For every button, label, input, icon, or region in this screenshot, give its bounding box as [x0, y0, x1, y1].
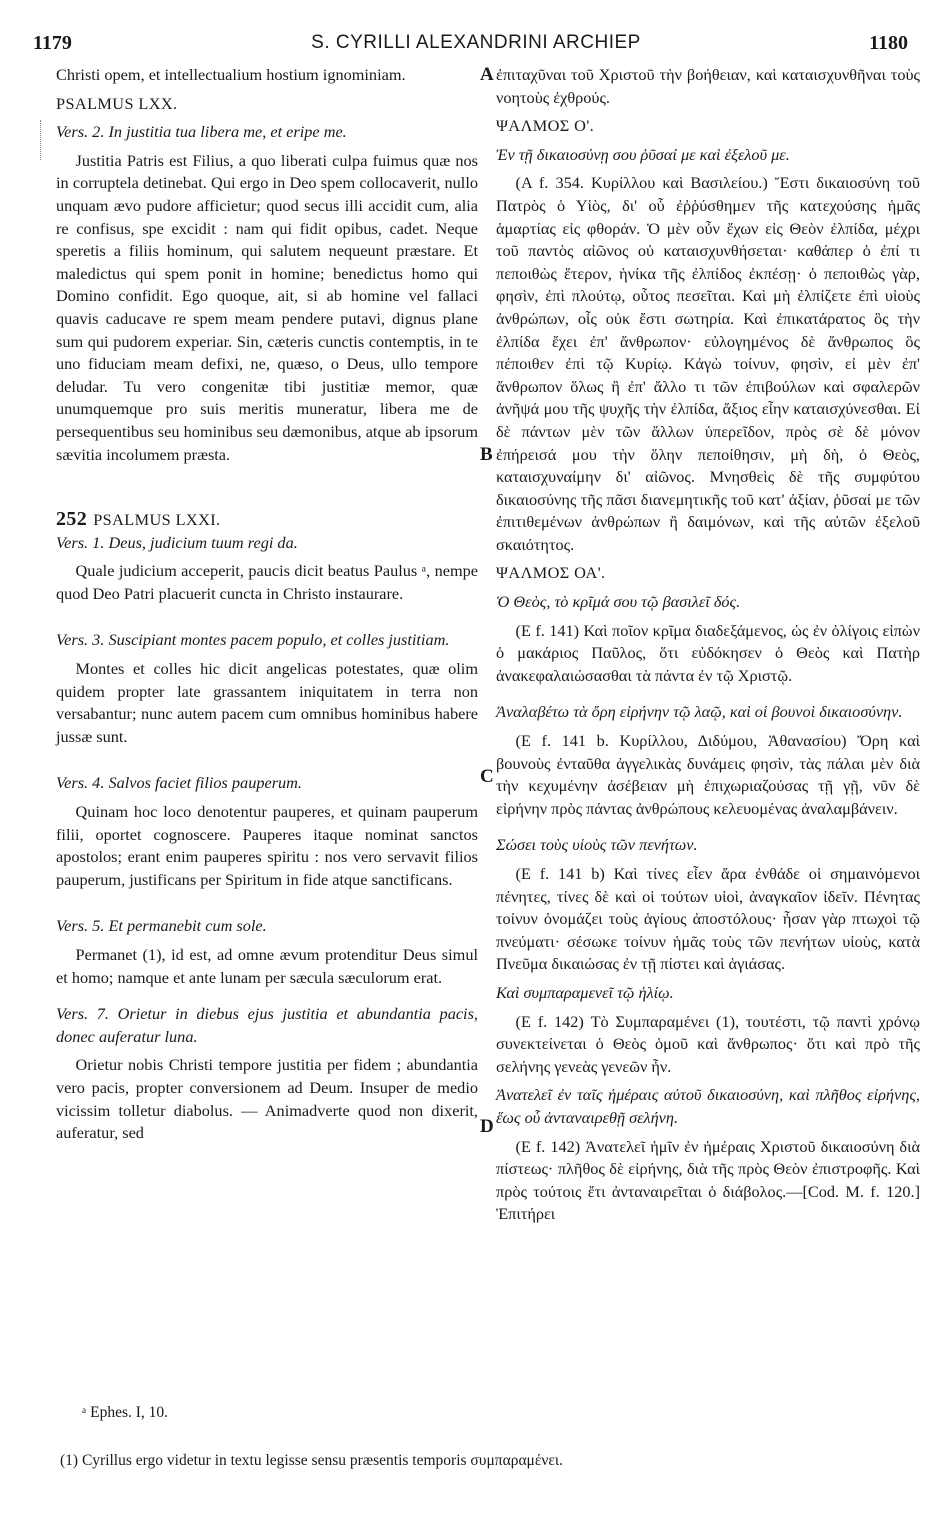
greek-v3-text: (E f. 141 b. Κυρίλλου, Διδύμου, Ἀθανασίου) Ὄρη καὶ βουνοὺς ἐνταῦθα ἀγγελικὰς δυνάμεις φησὶν, τὰς πάλαι μὲν διὰ τὴν κεχυμένην ἀσέβειαν μὴ ἐπιχωριαζούσας τῇ γῇ, νῦν δὲ εἰρήνην πρὸς πάντας ἀνθρώπους κελευομένας ἀναλαμβάνειν.: [496, 731, 920, 818]
page-number-right: 1180: [869, 32, 908, 54]
latin-v5: Vers. 5. Et permanebit cum sole.: [56, 916, 267, 936]
greek-v1-text: (E f. 141) Καὶ ποῖον κρῖμα διαδεξάμενος, ὡς ἐν ὀλίγοις εἰπὼν ὁ μακάριος Παῦλος, ὅτι εὐδόκησεν ὁ Θεὸς καὶ Πατὴρ ἀνακεφαλαιώσασθαι τὰ πάντα ἐν τῷ Χριστῷ.: [496, 620, 920, 685]
latin-v7: Vers. 7. Orietur in diebus ejus justitia et abundantia pacis, donec auferatur luna.: [56, 1004, 478, 1046]
greek-v3: Ἀναλαβέτω τὰ ὄρη εἰρήνην τῷ λαῷ, καὶ οἱ βουνοὶ δικαιοσύνην.: [496, 702, 903, 722]
greek-column: [496, 64, 920, 1226]
latin-v4-text: Quinam hoc loco denotentur pauperes, et quinam pauperum filii, oportet cognoscere. Pauperes itaque nominat sanctos apostolos; erant enim pauperes spiritu : nos vero servavit filios pauperum, justificans per Spiritum in fide atque sanctificans.: [56, 802, 478, 889]
latin-v3: Vers. 3. Suscipiant montes pacem populo, et colles justitiam.: [56, 630, 450, 650]
greek-v5: Καὶ συμπαραμενεῖ τῷ ἡλίῳ.: [496, 982, 674, 1002]
margin-letter-c: C: [480, 766, 494, 787]
greek-psalm70-text: (A f. 354. Κυρίλλου καὶ Βασιλείου.) Ἔστι δικαιοσύνη τοῦ Πατρὸς ὁ Υἱὸς, δι' οὗ ἐῤῥύσθημεν τῆς κατεχούσης ἡμᾶς ἁμαρτίας εἰς φθοράν. Ὁ μὲν οὖν ἔχων εἰς Θεὸν ἐλπίδα, μέχρι τοῦ παντὸς αἰῶνος οὐ καταισχυνθήσεται· καθάπερ ὁ ἐπί τι πεποιθὼς ἕτερον, ἡνίκα τῆς ἐλπίδος ἐκπέσῃ· ὁ πεποιθὼς γὰρ, φησὶν, ἐπὶ πλούτῳ, οὗτος πεσεῖται. Καὶ μὴ ἐλπίζετε ἐπὶ υἱοὺς ἀνθρώπων, οἷς οὐκ ἔστι σωτηρία. Καὶ ἐπικατάρατος ὃς τὴν ἐλπίδα ἔχει ἐπ' ἄνθρωπον· εὐλογημένος δὲ ἄνθρωπος ὃς πέποιθεν ἐπὶ τῷ Κυρίῳ. Κἀγὼ τοίνυν, φησὶν, εἰ μὲν ἐπ' ἄνθρωπον ὅλως ἢ ἐπ' ἄλλο τι τῶν ἐπιβούλων καὶ σφαλερῶν ἀνῆψά μου τῆς ψυχῆς τὴν ἐλπίδα, ἄξιος εἶην καταισχύνεσθαι. Εἰ δὲ πάντων μὲν τῶν ἄλλων ὑπερεῖδον, πρὸς σὲ δὲ μόνον ἐπήρεισά μου τὴν ὅλην πεποίθησιν, μὴ δὴ, ὁ Θεὸς, καταισχυναίμην δι' αἰῶνος. Μνησθεὶς δὲ τῆς συμφύτου δικαιοσύνης τῆς πᾶσι διανεμητικῆς τοῦ κατ' ἀξίαν, ῥῦσαί με τῶν ἐπιτιθεμένων ἀνθρώπων ἢ δαιμόνων, καὶ τῆς αὐτῶν ἐξελοῦ σκαιότητος.: [496, 173, 920, 554]
latin-psalm70-verse: Vers. 2. In justitia tua libera me, et eripe me.: [56, 122, 347, 142]
latin-psalm70-title: PSALMUS LXX.: [56, 93, 178, 113]
greek-psalm70-title: ΨΑΛΜΟΣ Ο'.: [496, 116, 595, 136]
margin-letter-b: B: [480, 444, 493, 465]
latin-psalm71-title: 252 PSALMUS LXXI.: [56, 508, 221, 531]
margin-letter-d: D: [480, 1116, 494, 1137]
greek-psalm71-title: ΨΑΛΜΟΣ ΟΑ'.: [496, 563, 606, 583]
latin-v1: Vers. 1. Deus, judicium tuum regi da.: [56, 532, 298, 552]
margin-letter-a: A: [480, 64, 494, 85]
greek-psalm70-verse: Ἐν τῇ δικαιοσύνῃ σου ῥῦσαί με καὶ ἐξελοῦ με.: [496, 144, 790, 164]
running-header: [30, 32, 922, 60]
page-number-left: 1179: [33, 32, 72, 54]
latin-v5-text: Permanet (1), id est, ad omne ævum protenditur Deus simul et homo; namque et ante lunam per sæcula sæculorum erat.: [56, 945, 478, 987]
latin-v4: Vers. 4. Salvos faciet filios pauperum.: [56, 773, 303, 793]
greek-v7: Ἀνατελεῖ ἐν ταῖς ἡμέραις αὐτοῦ δικαιοσύνη, καὶ πλῆθος εἰρήνης, ἕως οὗ ἀνταναιρεθῇ σελήνη.: [496, 1085, 920, 1127]
greek-v5-text: (E f. 142) Τὸ Συμπαραμένει (1), τουτέστι, τῷ παντὶ χρόνῳ συνεκτείνεται ὁ Θεὸς ὁμοῦ καὶ ἄνθρωπος· ὅτι καὶ πρὸ τῆς σελήνης γενεὰς γενεῶν ἦν.: [496, 1011, 920, 1076]
greek-v4: Σώσει τοὺς υἱοὺς τῶν πενήτων.: [496, 835, 698, 855]
greek-intro: ἐπιταχῦναι τοῦ Χριστοῦ τὴν βοήθειαν, καὶ καταισχυνθῆναι τοὺς νοητοὺς ἐχθρούς.: [496, 65, 920, 107]
latin-column: [56, 64, 478, 1145]
section-number: 252: [56, 508, 88, 531]
footnote-1: (1) Cyrillus ergo videtur in textu legisse sensu præsentis temporis συμπαραμένει.: [60, 1452, 563, 1469]
greek-v4-text: (E f. 141 b) Καὶ τίνες εἶεν ἄρα ἐνθάδε οἱ σημαινόμενοι πένητες, τίνες δὲ καὶ οἱ τούτων υἱοὶ, ἀναγκαῖον ἰδεῖν. Πένητας τοίνυν ὀνομάζει τοὺς ἁγίους ἀποστόλους· ἦσαν γὰρ πτωχοὶ τῷ πνεύματι· σέσωκε τοίνυν ἡμᾶς τοὺς τῶν πενήτων υἱοὺς, κατὰ Πνεῦμα δικαιώσας ἐν τῇ πίστει καὶ ἁγιάσας.: [496, 864, 920, 974]
greek-v7-text: (E f. 142) Ἀνατελεῖ ἡμῖν ἐν ἡμέραις Χριστοῦ δικαιοσύνη διὰ πίστεως· πλῆθος δὲ εἰρήνης, διὰ τῆς πρὸς Θεὸν ἐπιστροφῆς. Καὶ πρὸς τούτοις ἔτι ἀνταναιρεῖται ὁ διάβολος.—[Cod. M. f. 120.] Ἐπιτήρει: [496, 1136, 920, 1224]
running-title: S. CYRILLI ALEXANDRINI ARCHIEP: [311, 32, 641, 53]
greek-v1: Ὁ Θεὸς, τὸ κρῖμά σου τῷ βασιλεῖ δός.: [496, 592, 741, 612]
latin-psalm70-text: Justitia Patris est Filius, a quo liberati culpa fuimus quæ nos in corruptela detinebat. Qui ergo in Deo spem collocaverit, nullo unquam ævo pudore afficietur; quod secus illi accidit cum, alia re confisus, spe excidit : nam qui fidit opibus, cadet. Neque speretis a filiis hominum, qui salutem nequeunt præstare. Et maledictus qui spem ponit in homine; benedictus homo qui Domino confidit. Ego quoque, ait, si ab homine vel fallaci quavis caducave re spem meam pendere putavi, dignus plane sum qui pudorem experiar. Sin, cæteris cunctis contemptis, in te uno fiduciam meam defixi, ne, quæso, o Deus, ullo tempore deludar. Tu vero congenitæ tibi justitiæ memor, quæ unumquemque pro suis meritis muneratur, libera me de persequentibus seu hominibus seu dæmonibus, atque ab ipsorum sævitia incolumem præsta.: [56, 150, 478, 464]
latin-v1-text: Quale judicium acceperit, paucis dicit beatus Paulus ᵃ, nempe quod Deo Patri placuerit cuncta in Christo instaurare.: [56, 561, 478, 603]
latin-v3-text: Montes et colles hic dicit angelicas potestates, quæ olim quidem propter late grassantem iniquitatem in terra non versabantur; nunc autem pacem cum omnibus hominibus habere jussæ sunt.: [56, 659, 478, 746]
margin-mark: [40, 120, 42, 160]
footnote-a: ᵃ Ephes. I, 10.: [82, 1404, 169, 1421]
latin-intro: Christi opem, et intellectualium hostium ignominiam.: [56, 65, 406, 84]
latin-v7-text: Orietur nobis Christi tempore justitia per fidem ; abundantia vero pacis, propter conversionem ad Deum. Insuper de medio vicissim tolletur diabolus. — Animadverte quod non dixerit, auferatur, sed: [56, 1055, 478, 1143]
